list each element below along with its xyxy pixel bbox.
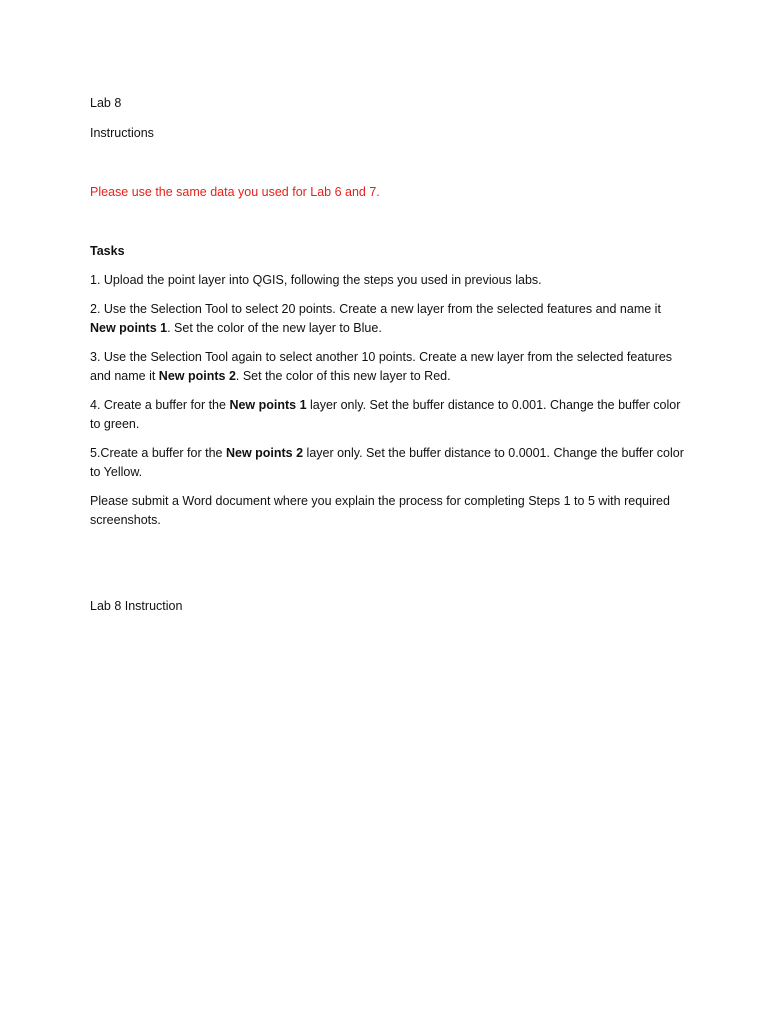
document-body (90, 94, 690, 616)
document-footer: Lab 8 Instruction (90, 599, 183, 613)
data-notice: Please use the same data you used for Lab 6 and 7. (90, 185, 380, 199)
task-item-3 (90, 348, 690, 386)
task-text: layer only. Set the buffer distance to 0.001. Change the buffer color to green. (90, 398, 681, 431)
task-item-1 (90, 271, 690, 290)
task-item-4 (90, 396, 690, 434)
task-text: 1. Upload the point layer into QGIS, following the steps you used in previous labs. (90, 273, 542, 287)
task-layer-name: New points 1 (229, 398, 307, 412)
task-text: . Set the color of this new layer to Red. (235, 369, 451, 383)
task-layer-name: New points 2 (225, 446, 304, 460)
document-subtitle: Instructions (90, 126, 154, 140)
task-item-2 (90, 300, 690, 338)
task-layer-name: New points 1 (90, 321, 168, 335)
task-text: 3. Use the Selection Tool again to select another 10 points. Create a new layer from the selected features and name it (90, 350, 673, 383)
task-text: 2. Use the Selection Tool to select 20 points. Create a new layer from the selected features and name it (90, 302, 661, 316)
task-text: layer only. Set the buffer distance to 0.0001. Change the buffer color to Yellow. (90, 446, 684, 479)
task-layer-name: New points 2 (158, 369, 236, 383)
submission-note: Please submit a Word document where you explain the process for completing Steps 1 to 5 with required screenshots. (90, 494, 670, 527)
task-text: . Set the color of the new layer to Blue. (167, 321, 382, 335)
tasks-heading: Tasks (90, 244, 125, 258)
document-title: Lab 8 (90, 96, 122, 110)
task-text: 4. Create a buffer for the (90, 398, 230, 412)
task-item-5 (90, 444, 690, 482)
task-text: 5.Create a buffer for the (90, 446, 226, 460)
